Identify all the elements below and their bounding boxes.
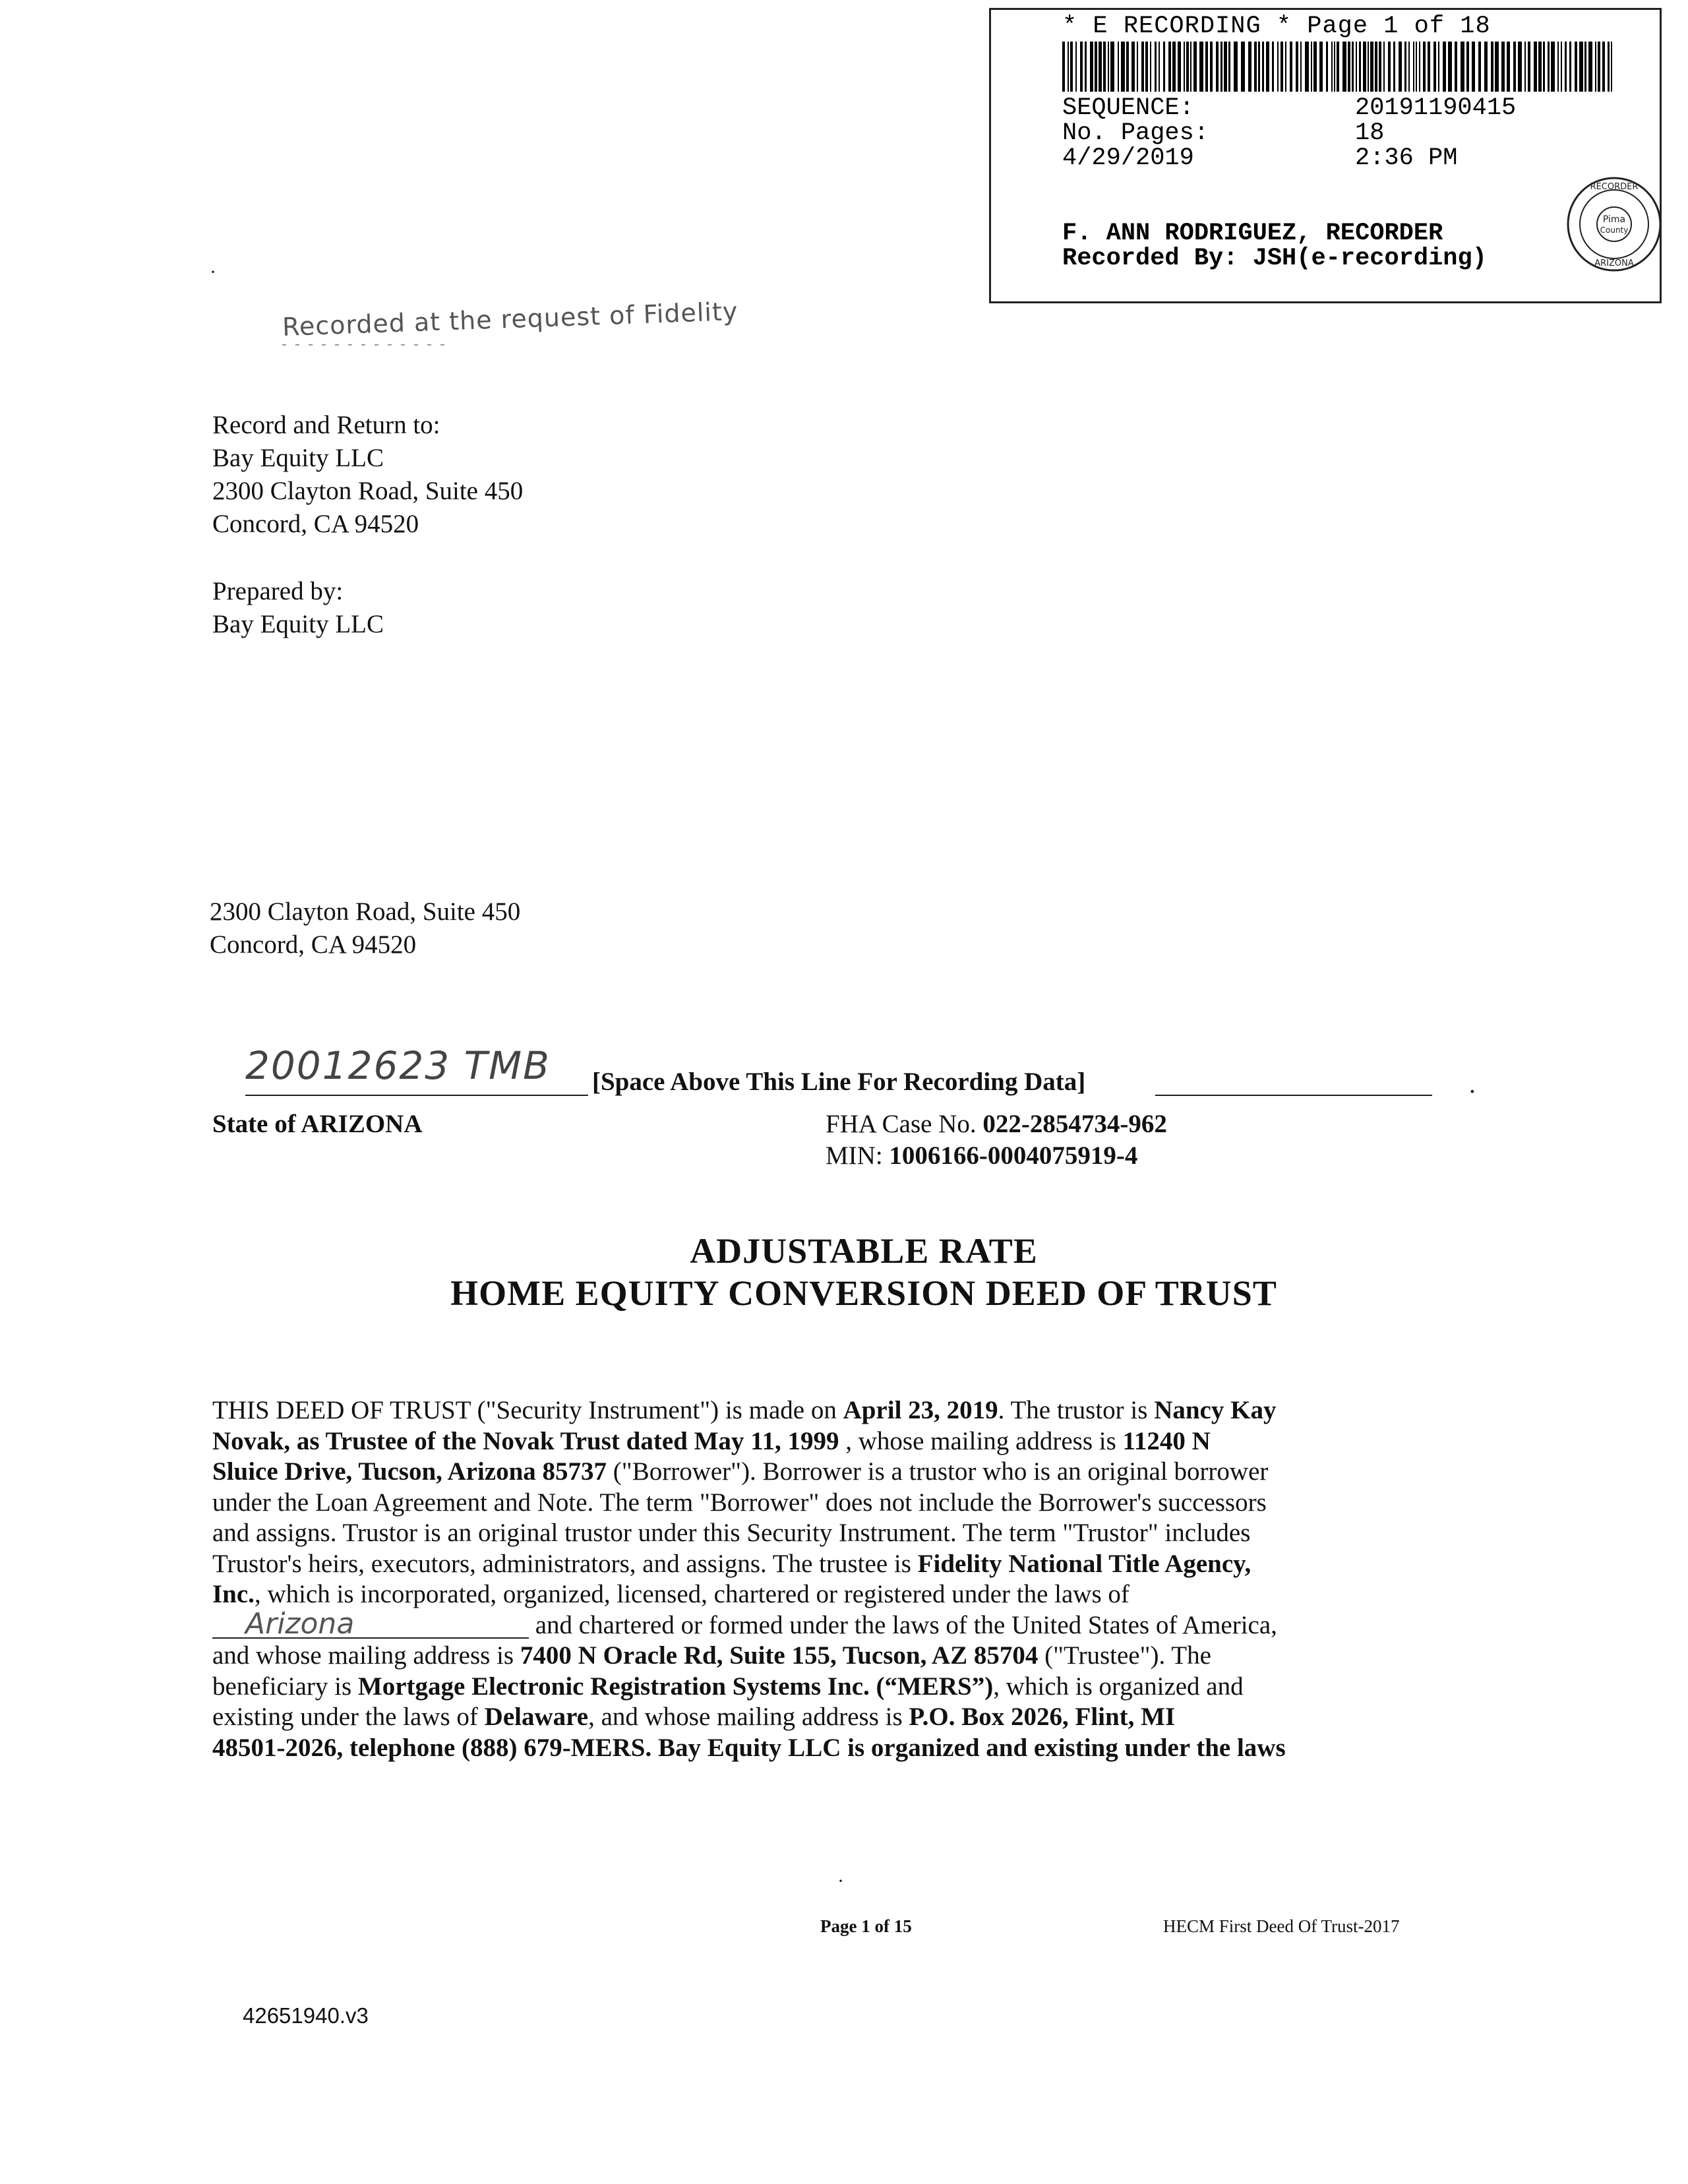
paragraph-line (212, 1641, 1399, 1672)
fha-case-number (826, 1109, 1167, 1139)
paragraph-line (212, 1606, 1399, 1641)
text: and whose mailing address is (212, 1641, 520, 1670)
date: April 23, 2019 (843, 1396, 998, 1424)
handwritten-file-number: 20012623 TMB (245, 1043, 551, 1088)
recording-stamp (989, 8, 1662, 303)
stray-mark: · (210, 261, 216, 283)
paragraph-line (212, 1579, 1399, 1610)
return-line: 2300 Clayton Road, Suite 450 (212, 477, 524, 505)
state-of-organization: Delaware (484, 1703, 589, 1731)
county-seal-icon (1565, 175, 1664, 274)
return-line: Bay Equity LLC (212, 444, 384, 472)
document-title-line2: HOME EQUITY CONVERSION DEED OF TRUST (450, 1273, 1277, 1313)
trustor-name: Novak, as Trustee of the Novak Trust dated May 11, 1999 (212, 1426, 839, 1455)
beneficiary-address: P.O. Box 2026, Flint, MI (909, 1703, 1176, 1731)
deed-paragraph (212, 1395, 1399, 1763)
stray-mark: . (1469, 1070, 1476, 1099)
text: . The trustor is (998, 1396, 1155, 1424)
pages-label: No. Pages: (1062, 119, 1209, 147)
recorder-name: F. ANN RODRIGUEZ, RECORDER (1062, 220, 1443, 247)
text: , which is incorporated, organized, licensed, chartered or registered under the laws of (254, 1580, 1130, 1608)
trustor-address: 11240 N (1122, 1426, 1211, 1455)
sequence-value: 20191190415 (1355, 94, 1517, 122)
address-line: 2300 Clayton Road, Suite 450 (210, 897, 521, 926)
trustor-name: Nancy Kay (1154, 1396, 1277, 1424)
min-value: 1006166-0004075919-4 (889, 1141, 1138, 1170)
address-block (210, 895, 520, 961)
text: , which is organized and (993, 1672, 1244, 1701)
state-label: State of ARIZONA (212, 1110, 423, 1138)
fha-label: FHA Case No. (826, 1110, 983, 1138)
stamp-smudge (282, 342, 454, 348)
text: ("Trustee"). The (1038, 1641, 1211, 1670)
recording-header: * E RECORDING * Page 1 of 18 (1062, 13, 1491, 40)
recording-time: 2:36 PM (1355, 144, 1458, 172)
form-name: HECM First Deed Of Trust-2017 (1163, 1916, 1400, 1936)
text: , whose mailing address is (839, 1426, 1123, 1455)
svg-text:RECORDER: RECORDER (1590, 182, 1639, 192)
address-line: Concord, CA 94520 (210, 930, 417, 959)
paragraph-line (212, 1426, 1399, 1457)
paragraph-line (212, 1395, 1399, 1426)
paragraph-line: and assigns. Trustor is an original trustor under this Security Instrument. The term "Trustor" includes (212, 1519, 1251, 1547)
text: Trustor's heirs, executors, administrators, and assigns. The trustee is (212, 1549, 918, 1578)
prepared-line: Bay Equity LLC (212, 610, 384, 638)
text: existing under the laws of (212, 1703, 485, 1731)
trustee-name: Inc. (212, 1580, 255, 1608)
fha-value: 022-2854734-962 (982, 1110, 1167, 1138)
paragraph-line (212, 1549, 1399, 1580)
beneficiary-name: Mortgage Electronic Registration Systems Inc. (“MERS”) (357, 1672, 994, 1701)
text: , and whose mailing address is (588, 1703, 909, 1731)
trustee-name: Fidelity National Title Agency, (917, 1549, 1251, 1578)
record-return-block (212, 409, 523, 541)
page-number: Page 1 of 15 (820, 1916, 912, 1936)
recorded-by: Recorded By: JSH(e-recording) (1062, 245, 1487, 272)
paragraph-line (212, 1702, 1399, 1733)
svg-text:County: County (1600, 226, 1629, 235)
text: ("Borrower"). Borrower is a trustor who is an original borrower (607, 1457, 1269, 1486)
text: and chartered or formed under the laws of the United States of America, (529, 1610, 1277, 1639)
document-title-line1: ADJUSTABLE RATE (690, 1231, 1038, 1271)
trustor-address: Sluice Drive, Tucson, Arizona 85737 (212, 1457, 607, 1486)
prepared-line: Prepared by: (212, 577, 344, 605)
recording-line-right (1155, 1095, 1432, 1096)
barcode (1062, 42, 1616, 92)
recording-line-left (245, 1095, 588, 1096)
pages-value: 18 (1355, 119, 1385, 147)
sequence-label: SEQUENCE: (1062, 94, 1194, 122)
prepared-by-block (212, 575, 384, 641)
paragraph-line: under the Loan Agreement and Note. The term "Borrower" does not include the Borrower's successors (212, 1488, 1267, 1517)
return-line: Record and Return to: (212, 411, 440, 439)
text: beneficiary is (212, 1672, 358, 1701)
space-above-label: [Space Above This Line For Recording Data] (592, 1068, 1086, 1096)
recording-date: 4/29/2019 (1062, 144, 1194, 172)
handwritten-state: Arizona (212, 1611, 529, 1639)
paragraph-line: 48501-2026, telephone (888) 679-MERS. Bay Equity LLC is organized and existing under the laws (212, 1733, 1286, 1762)
svg-text:Pima: Pima (1602, 214, 1626, 225)
svg-text:ARIZONA: ARIZONA (1594, 258, 1634, 268)
min-number (826, 1141, 1137, 1170)
document-id: 42651940.v3 (243, 2003, 369, 2028)
return-line: Concord, CA 94520 (212, 510, 419, 538)
paragraph-line (212, 1457, 1399, 1488)
min-label: MIN: (826, 1141, 889, 1170)
text: THIS DEED OF TRUST ("Security Instrument") is made on (212, 1396, 843, 1424)
paragraph-line (212, 1672, 1399, 1703)
stray-mark: · (837, 1870, 844, 1892)
request-stamp: Recorded at the request of Fidelity (282, 296, 739, 342)
trustee-address: 7400 N Oracle Rd, Suite 155, Tucson, AZ 85704 (520, 1641, 1039, 1670)
